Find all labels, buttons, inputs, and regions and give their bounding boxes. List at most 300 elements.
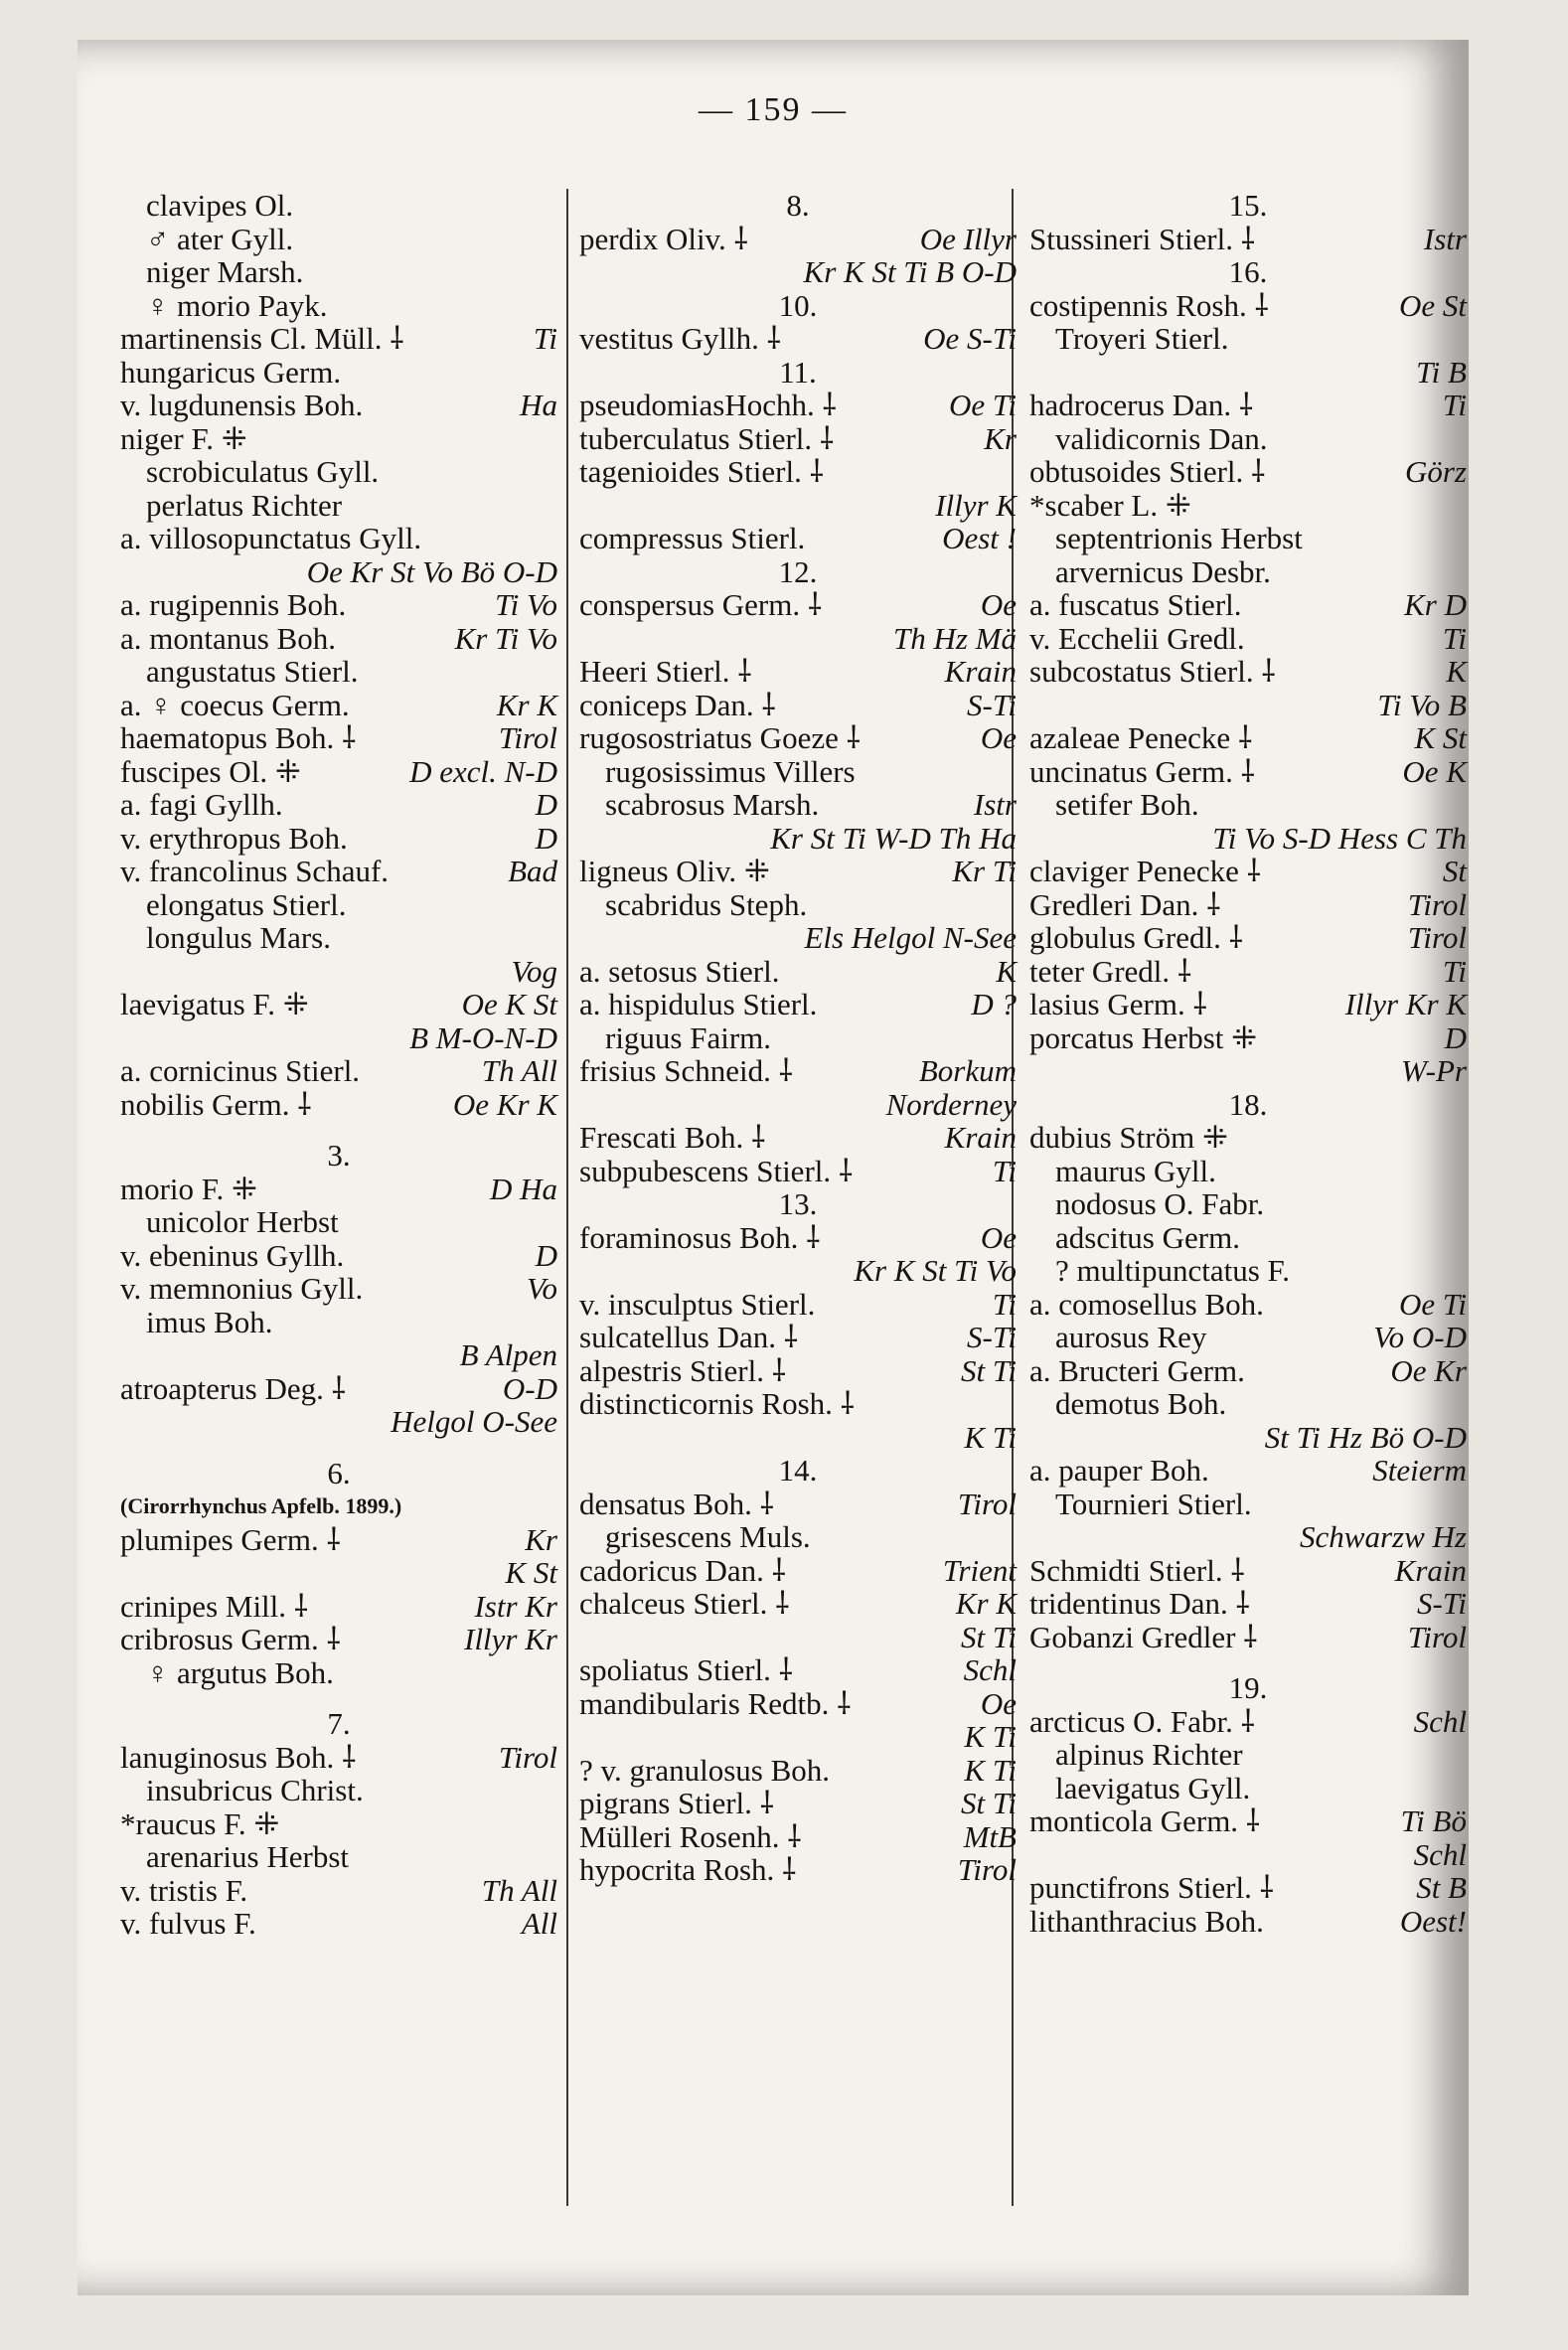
taxon-name: ? v. granulosus Boh. [579,1752,830,1788]
species-entry [579,855,1017,888]
distribution: Oe Ti [948,388,1017,422]
species-entry [579,1321,1017,1354]
taxon-name: scrobiculatus Gyll. [146,454,380,489]
group-heading [1029,189,1467,223]
taxon-name: densatus Boh. ⸸ [579,1486,775,1521]
species-entry [579,1221,1017,1255]
distribution: Ti Vo [495,587,557,622]
distribution: Schwarzw Hz [1300,1519,1467,1554]
species-entry [1029,1905,1467,1939]
taxon-name: a. cornicinus Stierl. [120,1053,361,1088]
taxon-name: chalceus Stierl. ⸸ [579,1586,790,1621]
distribution: Ti [992,1286,1017,1322]
distribution-continuation [579,489,1017,523]
distribution: Ti [1442,620,1467,656]
taxon-name: cadoricus Dan. ⸸ [579,1552,787,1588]
column-left [120,189,557,1941]
species-entry [120,921,557,955]
species-entry [1029,322,1467,356]
species-entry [579,1054,1017,1088]
distribution: Tirol [1407,920,1467,955]
distribution: All [521,1906,557,1941]
group-heading [579,1187,1017,1221]
taxon-name: 11. [779,354,817,390]
subgenus-note [120,1489,557,1523]
species-entry [120,1874,557,1908]
column-right [1029,189,1467,1938]
distribution-continuation [579,921,1017,955]
taxon-name: v. francolinus Schauf. [120,854,390,888]
species-entry [120,1088,557,1122]
distribution: Els Helgol N-See [804,920,1017,955]
distribution: Krain [944,654,1017,689]
distribution: Oe [980,587,1017,622]
book-page [78,40,1469,2295]
distribution: Illyr Kr K [1344,987,1467,1021]
column-middle [579,189,1017,1887]
species-entry [1029,1354,1467,1388]
distribution: D excl. N-D [409,753,557,789]
taxon-name: 3. [327,1138,351,1173]
taxon-name: spoliatus Stierl. ⸸ [579,1652,794,1687]
taxon-name: azaleae Penecke ⸸ [1029,720,1253,755]
taxon-name: riguus Fairm. [605,1019,772,1055]
distribution: Vog [511,953,557,989]
taxon-name: *scaber L. ⁜ [1029,487,1191,523]
taxon-name: obtusoides Stierl. ⸸ [1029,454,1266,489]
species-entry [120,755,557,789]
distribution: Helgol O-See [391,1404,557,1439]
taxon-name: coniceps Dan. ⸸ [579,687,776,722]
distribution: Oe K [1402,753,1467,789]
distribution: Ti B [1416,354,1467,390]
distribution: Oe St [1398,287,1467,323]
species-entry [1029,1554,1467,1588]
distribution: Ti [533,321,557,356]
group-heading [1029,1088,1467,1122]
species-entry [1029,1804,1467,1838]
taxon-name: ♂ ater Gyll. [146,221,294,256]
distribution: Schl [963,1652,1017,1687]
taxon-name: a. rugipennis Boh. [120,587,347,622]
taxon-name: 15. [1228,188,1268,223]
distribution: K St [505,1555,557,1590]
group-heading [579,289,1017,323]
taxon-name: (Cirorrhynchus Apfelb. 1899.) [120,1493,402,1518]
taxon-name: distincticornis Rosh. ⸸ [579,1386,856,1421]
species-entry [579,1554,1017,1588]
species-entry [1029,1321,1467,1354]
taxon-name: validicornis Dan. [1055,420,1268,456]
distribution: Istr Kr [474,1588,557,1624]
species-entry [1029,1121,1467,1155]
species-entry [579,1587,1017,1621]
species-entry [120,689,557,722]
taxon-name: Schmidti Stierl. ⸸ [1029,1552,1245,1588]
taxon-name: haematopus Boh. ⸸ [120,720,357,755]
taxon-name: longulus Mars. [146,920,331,955]
taxon-name: Mülleri Rosenh. ⸸ [579,1818,802,1854]
species-entry [120,422,557,456]
taxon-name: 19. [1228,1670,1268,1705]
species-entry [1029,1454,1467,1488]
species-entry [579,1387,1017,1421]
species-entry [579,522,1017,555]
species-entry [1029,955,1467,989]
distribution: K [996,953,1017,989]
taxon-name: porcatus Herbst ⁜ [1029,1019,1258,1055]
species-entry [120,522,557,555]
distribution-continuation [1029,1054,1467,1088]
distribution: Tirol [498,720,557,755]
group-heading [579,555,1017,589]
species-entry [1029,555,1467,589]
taxon-name: Gredleri Dan. ⸸ [1029,886,1221,922]
distribution: Kr K St Ti B O-D [803,254,1017,289]
distribution: Görz [1404,454,1467,489]
species-entry [1029,655,1467,689]
taxon-name: 6. [327,1455,351,1490]
distribution: Bad [508,854,557,888]
distribution: Steierm [1372,1453,1467,1488]
distribution: St [1442,854,1467,888]
distribution: Oe Illyr [919,221,1017,256]
distribution: D Ha [489,1171,557,1206]
species-entry [1029,1705,1467,1739]
distribution: Kr K [496,687,557,722]
species-entry [120,289,557,323]
distribution: Th Hz Mä [892,620,1017,656]
distribution: K Ti [964,1719,1017,1754]
taxon-name: atroapterus Deg. ⸸ [120,1370,347,1406]
taxon-name: tridentinus Dan. ⸸ [1029,1586,1251,1621]
species-entry [1029,1387,1467,1421]
species-entry [120,988,557,1021]
taxon-name: v. lugdunensis Boh. [120,388,364,422]
distribution: D [535,787,557,822]
taxon-name: angustatus Stierl. [146,654,359,689]
distribution: B M-O-N-D [409,1019,557,1055]
species-entry [120,455,557,489]
species-entry [1029,855,1467,888]
taxon-name: 14. [778,1453,818,1488]
distribution: Kr St Ti W-D Th Ha [770,820,1017,856]
species-entry [1029,522,1467,555]
species-entry [120,1774,557,1807]
taxon-name: a. fuscatus Stierl. [1029,587,1242,622]
taxon-name: ? multipunctatus F. [1055,1253,1291,1288]
taxon-name: tagenioides Stierl. ⸸ [579,454,825,489]
distribution: K [1446,654,1467,689]
species-entry [1029,888,1467,922]
taxon-name: adscitus Germ. [1055,1219,1240,1255]
species-entry [579,988,1017,1021]
species-entry [120,855,557,888]
species-entry [1029,1155,1467,1188]
distribution: Oe K St [461,987,557,1021]
distribution-continuation [1029,822,1467,856]
species-entry [1029,788,1467,822]
taxon-name: cribrosus Germ. ⸸ [120,1622,342,1656]
taxon-name: crinipes Mill. ⸸ [120,1588,309,1624]
taxon-name: niger F. ⁜ [120,420,247,456]
taxon-name: aurosus Rey [1055,1320,1207,1354]
species-entry [1029,455,1467,489]
species-entry [1029,289,1467,323]
species-entry [120,1173,557,1206]
taxon-name: teter Gredl. ⸸ [1029,953,1192,989]
distribution: Krain [1394,1552,1467,1588]
taxon-name: tuberculatus Stierl. ⸸ [579,420,835,456]
taxon-name: nodosus O. Fabr. [1055,1186,1265,1221]
distribution: K Ti [964,1752,1017,1788]
species-entry [579,1754,1017,1788]
taxon-name: plumipes Germ. ⸸ [120,1521,342,1557]
distribution: Tirol [498,1739,557,1775]
distribution: Oe Ti [1398,1286,1467,1322]
taxon-name: uncinatus Germ. ⸸ [1029,753,1256,789]
taxon-name: pseudomiasHochh. ⸸ [579,388,838,422]
distribution-continuation [1029,1838,1467,1872]
distribution: Tirol [957,1852,1017,1887]
species-entry [120,1306,557,1339]
taxon-name: ligneus Oliv. ⁜ [579,854,770,888]
distribution: Oe [980,1219,1017,1255]
distribution: Oe Kr K [452,1086,557,1122]
species-entry [120,223,557,256]
taxon-name: v. memnonius Gyll. [120,1271,364,1306]
species-entry [1029,921,1467,955]
taxon-name: *raucus F. ⁜ [120,1805,280,1841]
species-entry [120,1239,557,1273]
taxon-name: vestitus Gyllh. ⸸ [579,321,782,356]
group-heading [120,1139,557,1173]
taxon-name: a. villosopunctatus Gyll. [120,521,422,555]
distribution: Krain [944,1120,1017,1155]
taxon-name: a. setosus Stierl. [579,953,780,989]
species-entry [120,655,557,689]
taxon-name: Stussineri Stierl. ⸸ [1029,221,1256,256]
taxon-name: globulus Gredl. ⸸ [1029,920,1244,955]
taxon-name: arcticus O. Fabr. ⸸ [1029,1703,1256,1739]
taxon-name: a. ♀ coecus Germ. [120,687,350,722]
distribution: Ti [1442,388,1467,422]
group-heading [1029,255,1467,289]
taxon-name: v. insculptus Stierl. [579,1286,816,1322]
taxon-name: foraminosus Boh. ⸸ [579,1219,821,1255]
taxon-name: 12. [778,553,818,589]
species-entry [1029,588,1467,622]
species-entry [1029,1871,1467,1905]
column-divider-1 [566,189,568,2206]
distribution: Schl [1413,1836,1467,1872]
distribution: Trient [942,1552,1017,1588]
distribution: Oe Kr St Vo Bö O-D [306,553,557,589]
species-entry [579,1354,1017,1388]
distribution: Vo O-D [1373,1320,1467,1354]
taxon-name: alpestris Stierl. ⸸ [579,1352,787,1388]
spacer [120,1439,557,1457]
taxon-name: lithanthracius Boh. [1029,1903,1264,1939]
species-entry [120,622,557,656]
taxon-name: punctifrons Stierl. ⸸ [1029,1870,1275,1905]
distribution: D [535,820,557,856]
species-entry [1029,489,1467,523]
taxon-name: subpubescens Stierl. ⸸ [579,1153,854,1188]
species-entry [579,721,1017,755]
taxon-name: niger Marsh. [146,254,304,289]
taxon-name: 8. [786,188,810,223]
distribution: S-Ti [967,687,1017,722]
species-entry [1029,1221,1467,1255]
taxon-name: hypocrita Rosh. ⸸ [579,1852,797,1887]
taxon-name: rugosostriatus Goeze ⸸ [579,720,862,755]
species-entry [579,655,1017,689]
taxon-name: costipennis Rosh. ⸸ [1029,287,1270,323]
distribution-continuation [579,255,1017,289]
species-entry [120,1523,557,1557]
taxon-name: 18. [1228,1086,1268,1122]
species-entry [579,455,1017,489]
species-entry [1029,755,1467,789]
distribution-continuation [579,1254,1017,1288]
taxon-name: hadrocerus Dan. ⸸ [1029,388,1254,422]
species-entry [1029,1488,1467,1521]
species-entry [1029,1254,1467,1288]
species-entry [579,788,1017,822]
distribution: MtB [963,1818,1017,1854]
taxon-name: 7. [327,1706,351,1741]
distribution: St B [1416,1870,1467,1905]
distribution: B Alpen [459,1337,557,1372]
taxon-name: subcostatus Stierl. ⸸ [1029,654,1276,689]
species-entry [1029,721,1467,755]
distribution: D [535,1237,557,1273]
distribution: S-Ti [967,1320,1017,1354]
species-entry [1029,988,1467,1021]
spacer [120,1689,557,1707]
distribution-continuation [579,1621,1017,1654]
species-entry [579,755,1017,789]
species-entry [120,489,557,523]
distribution: Ti Bö [1400,1803,1467,1838]
taxon-name: v. tristis F. [120,1872,248,1908]
taxon-name: hungaricus Germ. [120,354,342,390]
distribution: S-Ti [1417,1586,1467,1621]
taxon-name: maurus Gyll. [1055,1153,1216,1188]
taxon-name: conspersus Germ. ⸸ [579,587,823,622]
species-entry [120,1807,557,1841]
species-entry [120,1054,557,1088]
species-entry [120,255,557,289]
species-entry [579,1121,1017,1155]
species-entry [1029,1021,1467,1055]
taxon-name: Troyeri Stierl. [1055,321,1229,356]
distribution: St Ti [960,1786,1017,1820]
distribution: Schl [1413,1703,1467,1739]
distribution-continuation [579,622,1017,656]
distribution: O-D [502,1370,557,1406]
species-entry [120,788,557,822]
taxon-name: morio F. ⁜ [120,1171,258,1206]
distribution: Tirol [1407,1619,1467,1654]
taxon-name: nobilis Germ. ⸸ [120,1086,312,1122]
taxon-name: Tournieri Stierl. [1055,1486,1252,1521]
distribution: Istr [973,787,1017,822]
distribution-continuation [579,1421,1017,1455]
taxon-name: arenarius Herbst [146,1839,349,1874]
species-entry [1029,1288,1467,1322]
distribution: Kr [525,1521,557,1557]
distribution: Ti Vo S-D Hess C Th [1212,820,1467,856]
distribution: K St [1414,720,1467,755]
taxon-name: a. Bructeri Germ. [1029,1352,1245,1388]
species-entry [579,689,1017,722]
species-entry [120,356,557,390]
distribution-continuation [120,555,557,589]
distribution-continuation [1029,356,1467,390]
distribution: Ti Vo B [1377,687,1467,722]
species-entry [120,588,557,622]
species-entry [120,1656,557,1690]
distribution: D ? [971,987,1017,1021]
species-entry [1029,1587,1467,1621]
distribution: K Ti [964,1419,1017,1455]
taxon-name: setifer Boh. [1055,787,1199,822]
species-entry [120,1907,557,1941]
species-entry [120,1741,557,1775]
species-entry [120,1272,557,1306]
distribution: Illyr Kr [464,1622,557,1656]
group-heading [1029,1671,1467,1705]
species-entry [579,1520,1017,1554]
distribution: Ti [1442,953,1467,989]
species-entry [120,888,557,922]
taxon-name: unicolor Herbst [146,1204,339,1239]
taxon-name: clavipes Ol. [146,188,294,223]
species-entry [579,588,1017,622]
distribution-continuation [1029,689,1467,722]
taxon-name: a. hispidulus Stierl. [579,987,818,1021]
distribution-continuation [120,1338,557,1372]
distribution: W-Pr [1401,1053,1467,1088]
distribution: D [1444,1019,1467,1055]
distribution: Th All [481,1053,557,1088]
species-entry [1029,1187,1467,1221]
species-entry [1029,389,1467,422]
species-entry [120,189,557,223]
species-entry [579,1155,1017,1188]
species-entry [1029,1772,1467,1805]
taxon-name: frisius Schneid. ⸸ [579,1053,794,1088]
species-entry [579,223,1017,256]
taxon-name: grisescens Muls. [605,1519,811,1554]
taxon-name: laevigatus Gyll. [1055,1770,1251,1805]
species-entry [579,1787,1017,1820]
taxon-name: a. pauper Boh. [1029,1453,1209,1488]
taxon-name: a. montanus Boh. [120,620,336,656]
distribution-continuation [1029,1421,1467,1455]
group-heading [579,1454,1017,1488]
distribution: Ti [992,1153,1017,1188]
page-number: — 159 — [699,91,848,128]
species-entry [579,322,1017,356]
distribution-continuation [1029,1520,1467,1554]
species-entry [1029,422,1467,456]
taxon-name: scabridus Steph. [605,886,808,922]
taxon-name: dubius Ström ⁜ [1029,1120,1228,1155]
distribution: Kr D [1404,587,1467,622]
